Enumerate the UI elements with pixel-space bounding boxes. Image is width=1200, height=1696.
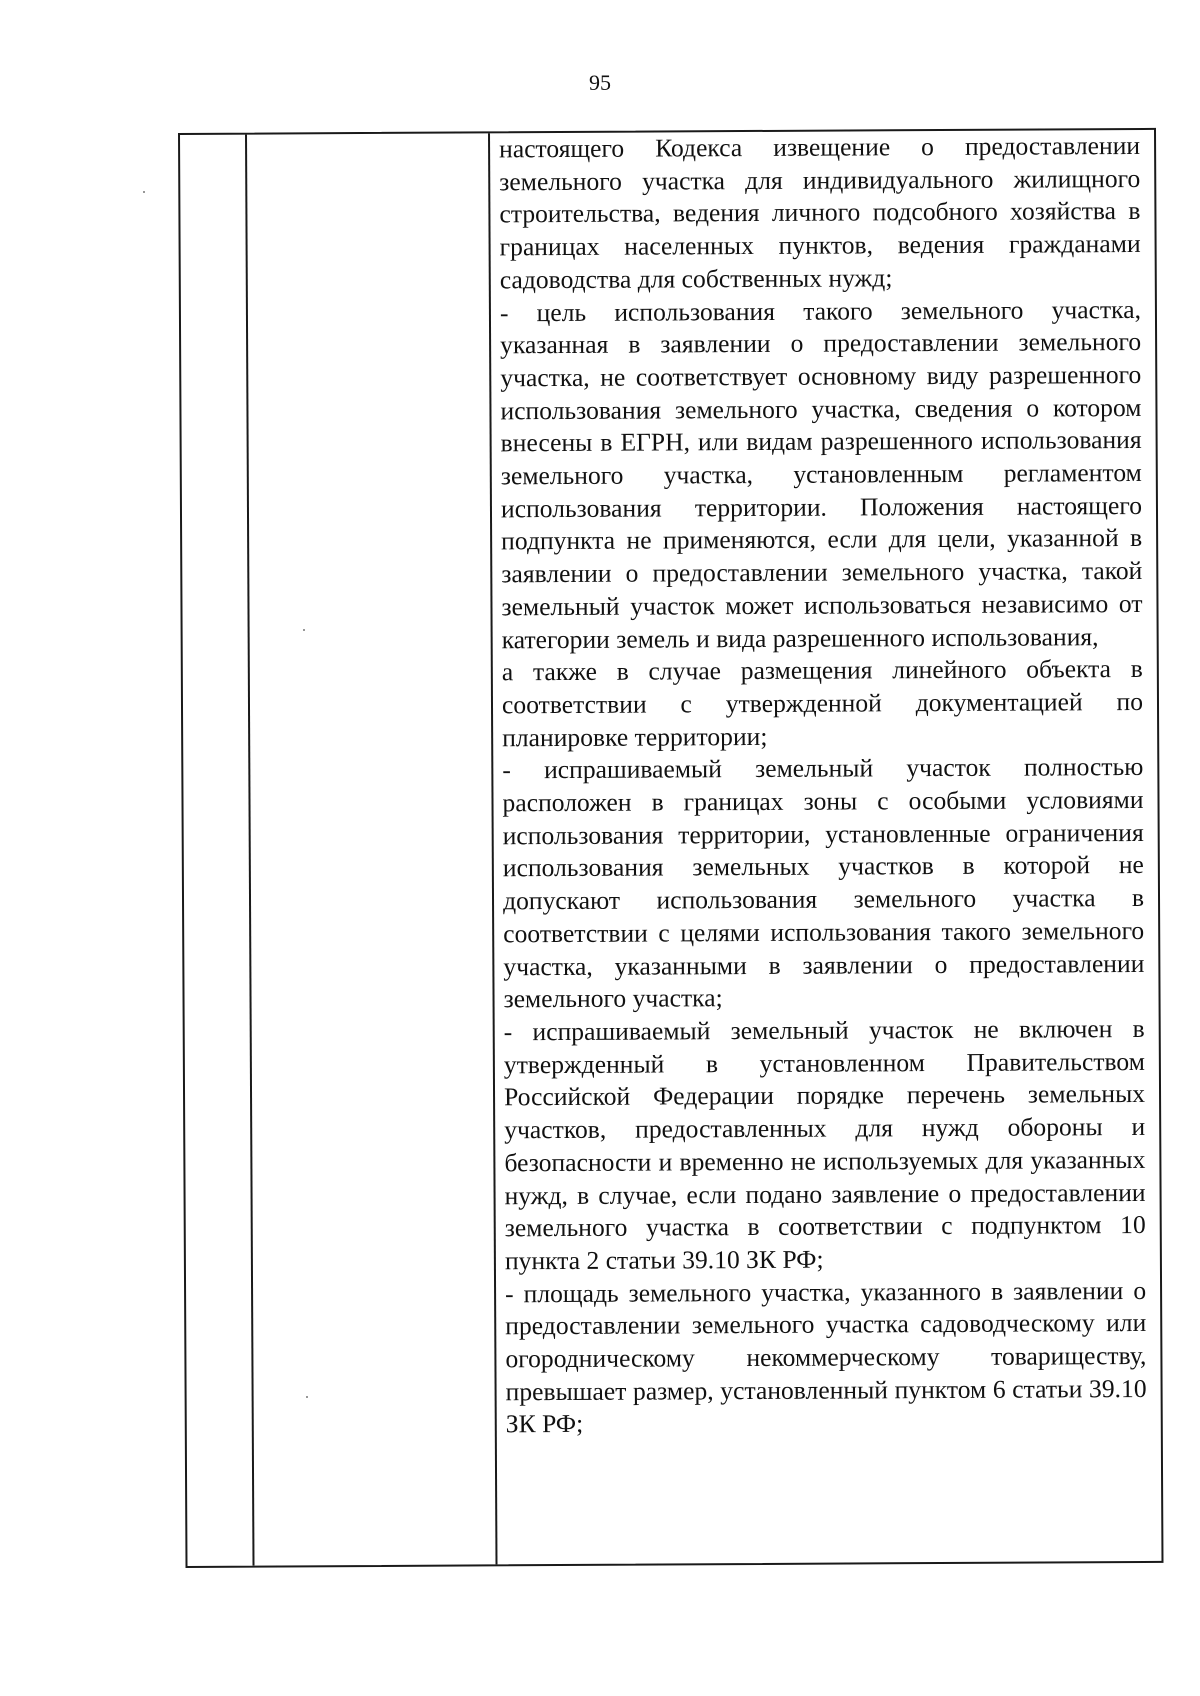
page-number: 95 [589,70,611,95]
scan-dot [143,191,145,193]
paragraph: - испрашиваемый земельный участок не включен в утвержденный в установленном Правительством Российской Федерации порядке перечень земельных участков, предоставленных для нужд обороны и безопасности и временно не используемых для указанных нужд, в случае, если подано заявление о предоставлении земельного участка в соответствии с подпунктом 10 пункта 2 статьи 39.10 ЗК РФ; [503,1013,1146,1276]
column-divider-1 [245,135,254,1566]
paragraph: а также в случае размещения линейного объекта в соответствии с утвержденной документацией по планировке территории; [501,654,1144,752]
document-table [178,128,1164,1568]
paragraph: - испрашиваемый земельный участок полностью расположен в границах зоны с особыми условиями использования территории, установленные ограничения использования земельных участков в которой не допускают использования земельного участка в соответствии с целями использования такого земельного участка, указанными в заявлении о предоставлении земельного участка; [502,752,1145,1014]
paragraph: - площадь земельного участка, указанного в заявлении о предоставлении земельного участка садоводческому или огородническому некоммерческому товариществу, превышает размер, установленный пунктом 6 статьи 39.10 ЗК РФ; [505,1275,1147,1439]
table-text-cell [490,130,1161,1564]
paragraph: настоящего Кодекса извещение о предоставлении земельного участка для индивидуального жилищного строительства, ведения личного подсобного хозяйства в границах населенных пунктов, ведения гражданами садоводства для собственных нужд; [499,130,1141,295]
paragraph: - цель использования такого земельного участка, указанная в заявлении о предоставлении земельного участка, не соответствует основному виду разрешенного использования земельного участка, сведения о котором внесены в ЕГРН, или видам разрешенного использования земельного участка, установленным регламентом использования территории. Положения настоящего подпункта не применяются, если для цели, указанной в заявлении о предоставлении земельного участка, такой земельный участок может использоваться независимо от категории земель и вида разрешенного использования, [499,294,1143,654]
